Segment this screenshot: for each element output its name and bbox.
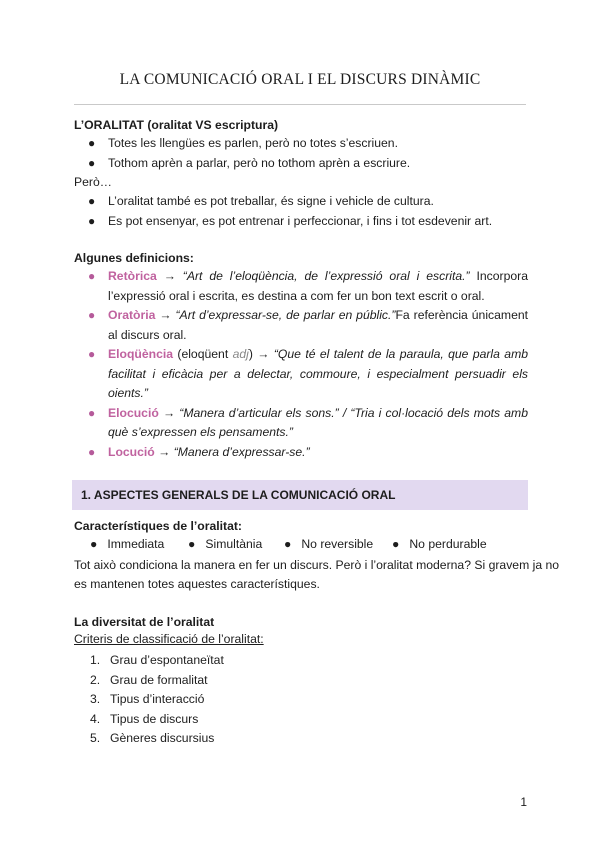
diversitat-heading: La diversitat de l’oralitat: [74, 615, 215, 629]
definition-item: ● Retòrica → “Art de l’eloqüència, de l’expressió oral i escrita.” Incorpora l’expressió oral i escrita, es destina a com fer un bon text escrit o oral.: [88, 269, 529, 303]
list-item: ● Es pot ensenyar, es pot entrenar i perfeccionar, i fins i tot esdevenir art.: [74, 212, 528, 232]
list-item: 4. Tipus de discurs: [90, 711, 199, 726]
oralitat-list-2: [74, 192, 528, 231]
oralitat-list-1: [74, 134, 528, 173]
bullet-icon: ●: [88, 308, 96, 322]
list-item: ● Simultània: [188, 537, 263, 551]
criteris-heading: Criteris de classificació de l’oralitat:: [74, 632, 264, 646]
bullet-icon: ●: [88, 136, 96, 150]
list-item: ● No reversible: [284, 537, 374, 551]
bullet-icon: ●: [188, 537, 196, 551]
list-item: ● No perdurable: [392, 537, 487, 551]
list-item: 3. Tipus d’interacció: [90, 692, 205, 706]
definicions-list: [74, 267, 528, 462]
definition-item: ● Eloqüència (eloqüent adj) → “Que té el talent de la paraula, que parla amb facilitat i eficàcia per a delectar, commoure, i especialment persuadir els oients.”: [88, 347, 529, 400]
definition-term: Oratòria: [108, 308, 156, 322]
bullet-icon: ●: [88, 405, 96, 420]
list-item: ● L’oralitat també es pot treballar, és signe i vehicle de cultura.: [74, 192, 528, 212]
section-heading-band: [72, 480, 528, 510]
bullet-icon: ●: [88, 155, 96, 170]
bullet-icon: ●: [88, 213, 96, 228]
caracteristiques-heading: Característiques de l’oralitat:: [74, 519, 242, 533]
definition-item: ● Locució → “Manera d’expressar-se.”: [74, 443, 528, 463]
definition-term: Eloqüència: [108, 347, 174, 361]
paragraph-line: Tot això condiciona la manera en fer un discurs. Però i l’oralitat moderna? Si gravem ja no: [74, 558, 560, 572]
list-item: 2. Grau de formalitat: [90, 672, 208, 687]
definicions-heading: Algunes definicions:: [74, 251, 194, 265]
criteris-list: [74, 651, 224, 749]
definition-term: Elocució: [108, 405, 159, 420]
bullet-icon: ●: [88, 194, 96, 208]
bullet-icon: ●: [284, 537, 292, 551]
definition-term: Locució: [108, 444, 155, 459]
paragraph-line: es mantenen totes aquestes característiques.: [74, 577, 320, 591]
definition-item: ● Oratòria → “Art d’expressar-se, de parlar en públic.”Fa referència únicament al discurs oral.: [88, 308, 529, 342]
title-divider: [74, 104, 526, 105]
pero-text: Però…: [74, 175, 112, 189]
bullet-icon: ●: [88, 347, 96, 361]
section-heading: 1. ASPECTES GENERALS DE LA COMUNICACIÓ ORAL: [81, 488, 396, 502]
bullet-icon: ●: [88, 444, 96, 459]
bullet-icon: ●: [88, 269, 96, 283]
list-item: ● Totes les llengües es parlen, però no totes s’escriuen.: [74, 134, 528, 154]
list-item: 5. Gèneres discursius: [90, 731, 215, 745]
list-item: ● Tothom aprèn a parlar, però no tothom aprèn a escriure.: [74, 154, 528, 174]
list-item: 1. Grau d’espontaneïtat: [90, 653, 224, 667]
definition-term: Retòrica: [108, 269, 157, 283]
oralitat-heading: L’ORALITAT (oralitat VS escriptura): [74, 118, 279, 132]
list-item: ● Immediata: [90, 537, 165, 551]
bullet-icon: ●: [90, 537, 98, 551]
definition-item: ● Elocució → “Manera d’articular els sons.” / “Tria i col·locació dels mots amb què s’expressen els pensaments.”: [88, 405, 528, 439]
page-title: LA COMUNICACIÓ ORAL I EL DISCURS DINÀMIC: [119, 71, 481, 88]
bullet-icon: ●: [392, 537, 400, 551]
page-number: 1: [520, 795, 527, 809]
